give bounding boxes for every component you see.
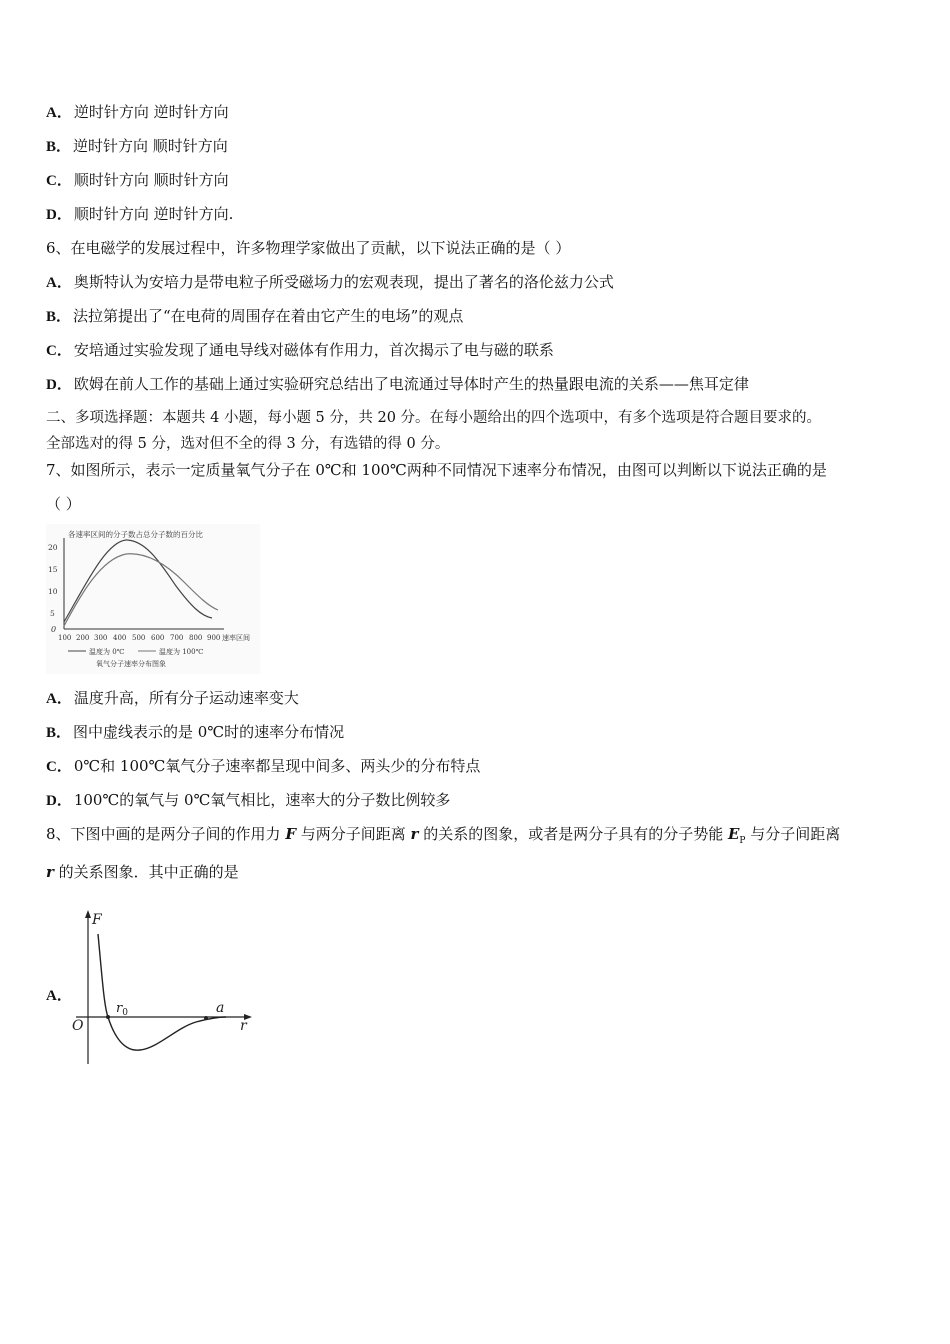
q6-stem: 6、在电磁学的发展过程中，许多物理学家做出了贡献，以下说法正确的是（ ） [46, 239, 571, 257]
q8-stem-var-f: F [285, 825, 296, 843]
option-text: 图中虚线表示的是 0℃时的速率分布情况 [73, 723, 345, 741]
q8-stem-part: 与分子间距离 [745, 825, 841, 843]
option-letter: D． [46, 207, 72, 223]
q7-option-d [46, 790, 450, 811]
r-axis-label: r [240, 1018, 247, 1034]
option-letter: B． [46, 139, 72, 155]
section2-line1: 二、多项选择题：本题共 4 小题，每小题 5 分，共 20 分。在每小题给出的四个选项中，有多个选项是符合题目要求的。 [46, 410, 822, 426]
option-letter: C． [46, 173, 72, 189]
q7-option-a [46, 688, 299, 709]
x-axis-label: 速率区间 [222, 634, 250, 642]
option-letter: A． [46, 105, 72, 121]
option-text: 欧姆在前人工作的基础上通过实验研究总结出了电流通过导体时产生的热量跟电流的关系——焦耳定律 [73, 375, 749, 393]
q7-option-c [46, 756, 480, 777]
option-letter: C． [46, 759, 72, 775]
option-text: 顺时针方向 顺时针方向 [73, 171, 229, 189]
origin-label: O [72, 1018, 84, 1034]
q7-stem-line1: 7、如图所示，表示一定质量氧气分子在 0℃和 100℃两种不同情况下速率分布情况，由图可以判断以下说法正确的是 [46, 461, 827, 479]
x-tick: 300 [94, 634, 108, 642]
q7-figure-caption: 氧气分子速率分布图象 [96, 660, 166, 668]
x-tick: 200 [76, 634, 90, 642]
q8-figure-a [66, 906, 256, 1068]
a-point [204, 1016, 208, 1020]
y-tick: 20 [48, 543, 58, 552]
q8-stem-line2 [46, 862, 239, 882]
a-label: a [216, 1000, 225, 1016]
y-tick: 5 [50, 609, 55, 618]
q5-option-d [46, 204, 233, 225]
option-text: 0℃和 100℃氧气分子速率都呈现中间多、两头少的分布特点 [73, 757, 481, 775]
q5-option-b [46, 136, 228, 157]
q6-option-b [46, 306, 463, 327]
option-letter: B． [46, 725, 72, 741]
r0-label-main: r [116, 1001, 123, 1016]
option-letter: B． [46, 309, 72, 325]
x-tick: 400 [113, 634, 127, 642]
force-curve [98, 934, 226, 1050]
q7-stem-line2: （ ） [46, 495, 81, 513]
q8-stem-part: 的关系的图象，或者是两分子具有的分子势能 [418, 825, 728, 843]
q8-figure-a-svg [66, 906, 256, 1068]
y-tick: 0 [51, 625, 57, 634]
x-tick: 700 [170, 634, 184, 642]
x-tick: 900 [207, 634, 221, 642]
legend-100c: 温度为 100℃ [159, 648, 204, 656]
r0-label [116, 1001, 128, 1018]
r0-point [106, 1015, 110, 1019]
q7-figure [46, 524, 260, 674]
x-tick: 800 [189, 634, 203, 642]
q8-option-a-label: A． [46, 988, 72, 1004]
q8-stem-part: 8、下图中画的是两分子间的作用力 [46, 825, 286, 843]
q6-option-d [46, 374, 749, 395]
x-tick: 600 [151, 634, 165, 642]
f-axis-arrow [85, 910, 91, 918]
option-text: 逆时针方向 顺时针方向 [73, 137, 228, 155]
option-text: 顺时针方向 逆时针方向. [73, 205, 234, 223]
q8-stem-var-ep: E [727, 825, 740, 843]
option-letter: A． [46, 275, 72, 291]
option-letter: A． [46, 691, 72, 707]
option-text: 奥斯特认为安培力是带电粒子所受磁场力的宏观表现，提出了著名的洛伦兹力公式 [73, 273, 614, 291]
option-text: 安培通过实验发现了通电导线对磁体有作用力，首次揭示了电与磁的联系 [73, 341, 554, 359]
option-text: 法拉第提出了“在电荷的周围存在着由它产生的电场”的观点 [73, 307, 464, 325]
y-tick: 10 [48, 587, 58, 596]
q6-option-c [46, 340, 554, 361]
option-letter: D． [46, 377, 72, 393]
legend-0c: 温度为 0℃ [89, 648, 125, 656]
q7-option-b [46, 722, 344, 743]
f-axis-label: F [92, 912, 102, 928]
option-text: 100℃的氧气与 0℃氧气相比，速率大的分子数比例较多 [73, 791, 451, 809]
q8-stem-var-ep-sub: P [739, 836, 746, 846]
option-letter: C． [46, 343, 72, 359]
x-tick: 100 [58, 634, 72, 642]
q5-option-c [46, 170, 229, 191]
r0-label-sub: 0 [122, 1008, 128, 1018]
q8-stem-line1 [46, 824, 840, 851]
q7-figure-ylabel: 各速率区间的分子数占总分子数的百分比 [68, 530, 203, 539]
q6-option-a [46, 272, 614, 293]
y-tick: 15 [48, 565, 58, 574]
option-text: 逆时针方向 逆时针方向 [73, 103, 229, 121]
q7-figure-svg [46, 524, 260, 674]
option-letter: D． [46, 793, 72, 809]
section2-line2: 全部选对的得 5 分，选对但不全的得 3 分，有选错的得 0 分。 [46, 436, 450, 452]
x-tick: 500 [132, 634, 146, 642]
q8-stem-var-r: r [410, 825, 419, 843]
q8-stem-var-r2: r [46, 863, 54, 881]
q8-stem-part: 的关系图象．其中正确的是 [53, 863, 239, 881]
q5-option-a [46, 102, 229, 123]
option-text: 温度升高，所有分子运动速率变大 [73, 689, 299, 707]
q8-stem-part: 与两分子间距离 [295, 825, 411, 843]
